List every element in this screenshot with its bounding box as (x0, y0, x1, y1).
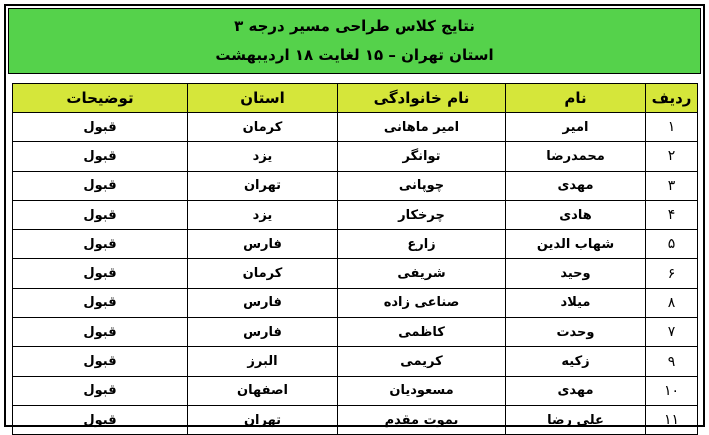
header-first-name: نام (506, 84, 646, 113)
cell-index: ۴ (646, 200, 698, 229)
cell-first-name: شهاب الدین (506, 230, 646, 259)
cell-first-name: امیر (506, 113, 646, 142)
table-row (13, 171, 698, 200)
table-row (13, 405, 698, 434)
cell-last-name: شریفی (338, 259, 506, 288)
table-row (13, 347, 698, 376)
cell-index: ۶ (646, 259, 698, 288)
cell-index: ۸ (646, 288, 698, 317)
cell-last-name: کریمی (338, 347, 506, 376)
cell-index: ۱ (646, 113, 698, 142)
cell-first-name: محمدرضا (506, 142, 646, 171)
cell-province: فارس (188, 230, 338, 259)
table-row (13, 200, 698, 229)
title-banner (8, 8, 701, 74)
table-row (13, 376, 698, 405)
cell-first-name: وحدت (506, 318, 646, 347)
cell-notes: قبول (13, 318, 188, 347)
cell-notes: قبول (13, 171, 188, 200)
results-document (4, 4, 705, 427)
cell-notes: قبول (13, 200, 188, 229)
cell-first-name: علی رضا (506, 405, 646, 434)
header-notes: توضیحات (13, 84, 188, 113)
table-row (13, 259, 698, 288)
cell-province: فارس (188, 318, 338, 347)
cell-province: فارس (188, 288, 338, 317)
cell-index: ۱۱ (646, 405, 698, 434)
cell-first-name: زکیه (506, 347, 646, 376)
cell-last-name: یموت مقدم (338, 405, 506, 434)
cell-last-name: زارع (338, 230, 506, 259)
cell-last-name: چوپانی (338, 171, 506, 200)
header-index: ردیف (646, 84, 698, 113)
cell-notes: قبول (13, 405, 188, 434)
cell-province: البرز (188, 347, 338, 376)
cell-first-name: هادی (506, 200, 646, 229)
cell-province: کرمان (188, 259, 338, 288)
title-line-2: استان تهران – ۱۵ لغایت ۱۸ اردیبهشت (215, 46, 494, 64)
cell-last-name: توانگر (338, 142, 506, 171)
cell-index: ۱۰ (646, 376, 698, 405)
cell-last-name: چرخکار (338, 200, 506, 229)
table-row (13, 230, 698, 259)
cell-index: ۷ (646, 318, 698, 347)
cell-notes: قبول (13, 230, 188, 259)
cell-province: تهران (188, 171, 338, 200)
cell-index: ۲ (646, 142, 698, 171)
cell-notes: قبول (13, 142, 188, 171)
cell-notes: قبول (13, 288, 188, 317)
cell-province: تهران (188, 405, 338, 434)
cell-notes: قبول (13, 347, 188, 376)
table-row (13, 142, 698, 171)
results-table (12, 83, 698, 435)
cell-last-name: صناعی زاده (338, 288, 506, 317)
cell-first-name: مهدی (506, 171, 646, 200)
cell-province: یزد (188, 200, 338, 229)
cell-last-name: کاظمی (338, 318, 506, 347)
table-row (13, 113, 698, 142)
cell-index: ۵ (646, 230, 698, 259)
cell-first-name: مهدی (506, 376, 646, 405)
cell-first-name: وحید (506, 259, 646, 288)
cell-province: کرمان (188, 113, 338, 142)
header-last-name: نام خانوادگی (338, 84, 506, 113)
header-province: استان (188, 84, 338, 113)
cell-notes: قبول (13, 113, 188, 142)
table-header-row (13, 84, 698, 113)
cell-notes: قبول (13, 376, 188, 405)
cell-index: ۳ (646, 171, 698, 200)
cell-last-name: امیر ماهانی (338, 113, 506, 142)
cell-first-name: میلاد (506, 288, 646, 317)
title-line-1: نتایج کلاس طراحی مسیر درجه ۳ (234, 17, 475, 35)
table-row (13, 288, 698, 317)
cell-index: ۹ (646, 347, 698, 376)
cell-province: یزد (188, 142, 338, 171)
cell-province: اصفهان (188, 376, 338, 405)
table-row (13, 318, 698, 347)
cell-notes: قبول (13, 259, 188, 288)
cell-last-name: مسعودیان (338, 376, 506, 405)
